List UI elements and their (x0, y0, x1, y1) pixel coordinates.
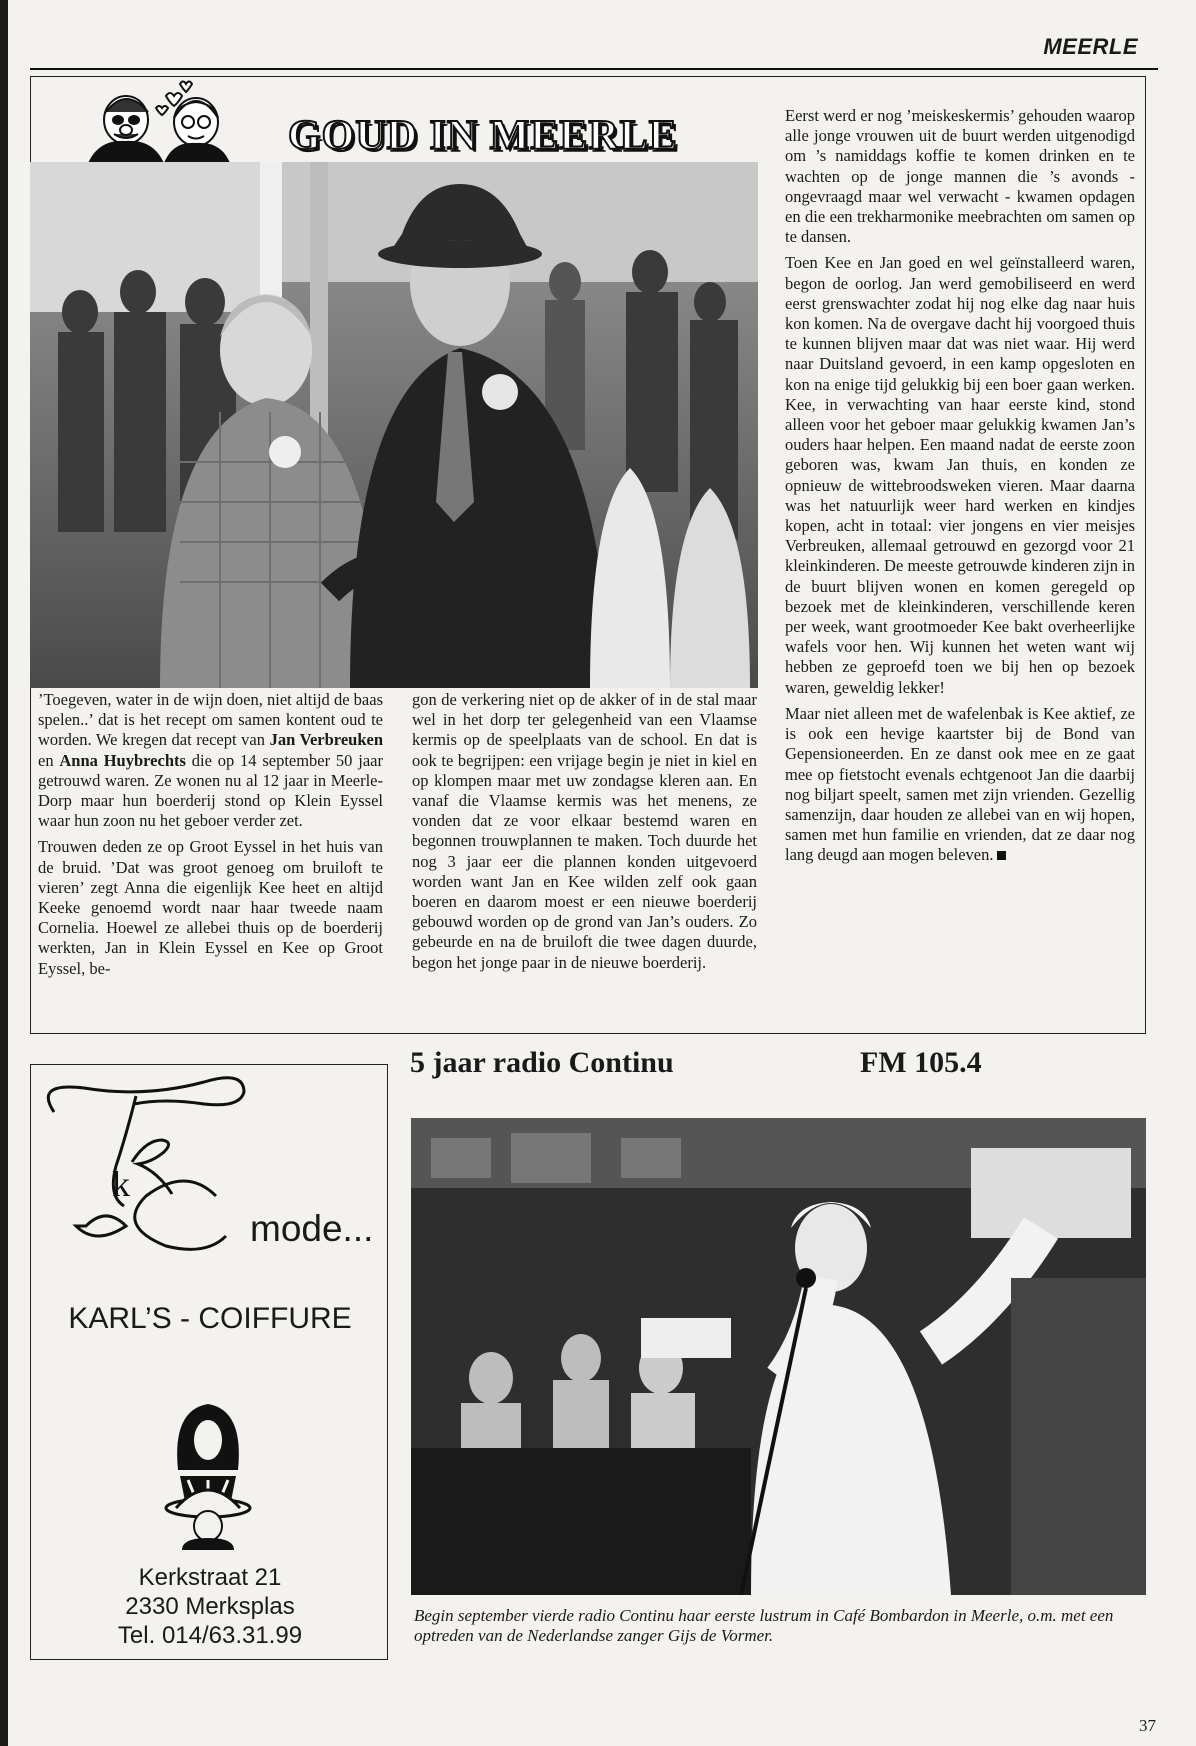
ad-address (100, 1563, 320, 1650)
section-label: MEERLE (1043, 34, 1138, 59)
article-column-right (785, 106, 1135, 866)
svg-text:k: k (112, 1164, 130, 1204)
paragraph (785, 106, 1135, 247)
article-title: GOUD IN MEERLE (288, 113, 678, 159)
end-mark (997, 851, 1006, 860)
kc-monogram-logo (36, 1066, 256, 1266)
article-column-left (38, 690, 383, 979)
lady-portrait-illustration (160, 1400, 256, 1550)
text-run: Toen Kee en Jan goed en wel geïnstalleerd waren, begon de oorlog. Jan werd gemobiliseerd en werd eerst grenswachter zodat hij nog elke dag naar huis kon komen. Na de overgave dacht hij voorgoed thuis te kunnen blijven maar dat was niet waar. Hij werd naar Duitsland gevoerd, in een kamp opgesloten en kon na enige tijd gelukkig bij een boer gaan werken. Kee, in verwachting van haar eerste kind, stond alleen voor het geboer maar gelukkig kwamen Jan’s ouders haar helpen. Een maand nadat de eerste zoon geboren was, kwam Jan thuis, en konden ze opnieuw de wittebroodsweken vieren. Maar daarna was het natuurlijk weer hard werken en kindjes kopen, acht in totaal: vier jongens en vier meisjes Verbreuken, allemaal getrouwd en gezorgd voor 21 kleinkinderen. De meeste getrouwde kinderen zijn in de buurt blijven wonen en komen geregeld op bezoek met de kleinkinderen, verschillende keren per week, want grootmoeder Kee bakt overheerlijke wafels voor hen. Wij kunnen het weten want wij hebben ze geproefd toen we bij hen op bezoek waren, geweldig lekker! (785, 253, 1135, 697)
radio-heading: 5 jaar radio Continu (410, 1046, 674, 1079)
paragraph (38, 690, 383, 831)
header-rule (30, 68, 1158, 70)
radio-photo-caption: Begin september vierde radio Continu haar eerste lustrum in Café Bombardon in Meerle, o.m. met een optreden van de Nederlandse zanger Gijs de Vormer. (414, 1606, 1114, 1645)
radio-frequency: FM 105.4 (860, 1046, 982, 1079)
text-run: gon de verkering niet op de akker of in de stal maar wel in het dorp ter gelegenheid van een Vlaamse kermis op de speelplaats van de school. En dat is ook te begrijpen: een vrijage begin je niet in kiel en op klompen maar met uw zondagse kleren aan. En vanaf die Vlaamse kermis was het menens, ze vonden dat ze voor elkaar bestemd waren en begonnen trouwplannen te maken. Toch duurde het nog 3 jaar eer die plannen konden uitgevoerd worden want Jan en Kee wilden zelf ook gaan boeren en daarom moest er een nieuwe boerderij gebouwd worden op de grond van Jan’s ouders. Zo gebeurde en na de bruiloft die twee dagen duurde, begon het jonge paar in de nieuwe boerderij. (412, 690, 757, 972)
ad-mode-text: mode... (250, 1208, 374, 1249)
paragraph (38, 837, 383, 978)
ad-street: Kerkstraat 21 (138, 1564, 282, 1591)
text-run: die op 14 september 50 jaar getrouwd waren. Ze wonen nu al 12 jaar in Meerle-Dorp maar hun boerderij stond op Klein Eyssel waar hun zoon nu het geboer verder zet. (38, 750, 383, 831)
couple-cartoon-logo (48, 78, 278, 168)
text-run: Maar niet alleen met de wafelenbak is Kee aktief, ze is ook een hevige kaartster bij de Bond van Gepensioneerden. En ze danst ook mee en ze gaat mee op fietstocht evenals echtgenoot Jan die daarbij nog biljart speelt, samen met zijn vrienden. Gezellig samenzijn, daar houden ze allebei van en wij hopen, samen met hun familie en vrienden, dat ze daar nog lang deugd aan mogen beleven. (785, 703, 1135, 865)
text-run: en (38, 750, 60, 770)
couple-photo (30, 162, 758, 688)
ad-salon-name: KARL’S - COIFFURE (68, 1302, 352, 1335)
ad-city: 2330 Merksplas (125, 1593, 295, 1620)
text-run: Eerst werd er nog ’meiskeskermis’ gehouden waarop alle jonge vrouwen uit de buurt werden uitgenodigd om ’s namiddags koffie te komen drinken en te wachten op de jonge mannen die ’s avonds - ongevraagd maar wel verwacht - kwamen opdagen en die een trekharmonike meebrachten om samen op te dansen. (785, 106, 1135, 247)
paragraph (785, 253, 1135, 697)
cafe-singer-illustration (411, 1118, 1146, 1595)
text-run: Trouwen deden ze op Groot Eyssel in het huis van de bruid. ’Dat was groot genoeg om bruiloft te vieren’ zegt Anna die eigenlijk Kee heet en altijd Keeke genoemd wordt naar haar tweede naam Cornelia. Hoewel ze allebei thuis op de boerderij werkten, Jan in Klein Eyssel en Kee op Groot Eyssel, be- (38, 837, 383, 978)
paragraph (412, 690, 757, 973)
ad-phone: Tel. 014/63.31.99 (117, 1622, 303, 1649)
paragraph (785, 704, 1135, 866)
scan-edge (0, 0, 8, 1746)
page-number: 37 (1139, 1716, 1156, 1735)
couple-photo-illustration (30, 162, 758, 688)
name-jan: Jan Verbreuken (269, 730, 384, 750)
article-column-middle (412, 690, 757, 973)
cafe-singer-photo (411, 1118, 1146, 1595)
text-run: ’Toegeven, water in de wijn doen, niet altijd de baas spelen..’ dat is het recept om samen kontent oud te worden. We kregen dat recept van (38, 690, 383, 750)
name-anna: Anna Huybrechts (59, 750, 186, 770)
